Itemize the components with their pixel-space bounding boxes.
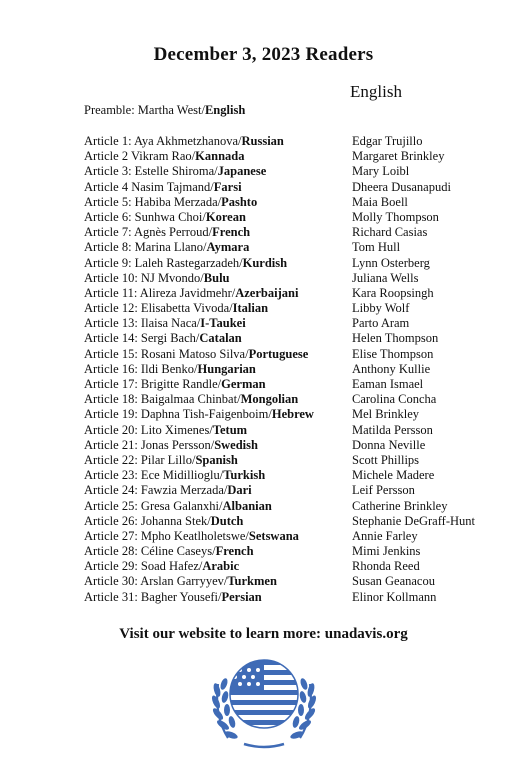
english-reader: Richard Casias: [352, 225, 428, 240]
article-label: Article 13: Ilaisa Naca/: [84, 316, 201, 331]
article-language: Japanese: [217, 164, 267, 179]
article-reader: [84, 590, 262, 605]
article-label: Article 19: Daphna Tish-Faigenboim/: [84, 407, 272, 422]
article-label: Article 26: Johanna Stek/: [84, 513, 211, 528]
laurel-ribbon: [244, 744, 284, 747]
english-reader: Donna Neville: [352, 437, 426, 452]
article-language: Kurdish: [242, 255, 288, 270]
article-label: Article 3: Estelle Shiroma/: [84, 164, 218, 179]
article-label: Article 9: Laleh Rastegarzadeh/: [84, 255, 243, 270]
article-row: [84, 377, 514, 392]
article-language: Pashto: [221, 194, 258, 209]
article-label: Article 12: Elisabetta Vivoda/: [84, 301, 233, 316]
article-language: Russian: [241, 134, 284, 148]
article-label: Article 22: Pilar Lillo/: [84, 452, 196, 467]
article-reader: [84, 134, 284, 149]
article-label: Article 6: Sunhwa Choi/: [84, 209, 206, 224]
article-language: Swedish: [214, 437, 258, 452]
article-reader: [84, 347, 308, 362]
article-label: Article 1: Aya Akhmetzhanova/: [84, 134, 242, 148]
english-reader: Elise Thompson: [352, 346, 434, 361]
article-row: [84, 149, 514, 164]
article-row: [84, 286, 514, 301]
article-language: Setswana: [248, 528, 299, 543]
article-label: Article 21: Jonas Persson/: [84, 437, 215, 452]
article-label: Article 14: Sergi Bach/: [84, 331, 200, 346]
article-row: [84, 316, 514, 331]
preamble-reader: Preamble: Martha West/: [84, 103, 205, 117]
article-row: [84, 195, 514, 210]
english-reader: Tom Hull: [352, 240, 401, 255]
article-language: Mongolian: [240, 392, 299, 407]
article-label: Article 15: Rosani Matoso Silva/: [84, 346, 249, 361]
article-reader: [84, 271, 230, 286]
article-language: French: [212, 225, 251, 240]
english-reader: Leif Persson: [352, 483, 415, 498]
article-row: [84, 468, 514, 483]
article-label: Article 16: Ildi Benko/: [84, 361, 198, 376]
article-label: Article 5: Habiba Merzada/: [84, 194, 222, 209]
article-reader: [84, 180, 242, 195]
english-reader: Maia Boell: [352, 194, 408, 209]
english-reader: Annie Farley: [352, 528, 418, 543]
english-reader: Matilda Persson: [352, 422, 433, 437]
article-row: [84, 438, 514, 453]
article-reader: [84, 331, 242, 346]
article-language: Albanian: [222, 498, 272, 513]
article-language: Dari: [227, 483, 252, 498]
article-language: Turkish: [223, 468, 266, 483]
article-reader: [84, 377, 266, 392]
article-reader: [84, 301, 268, 316]
article-row: [84, 225, 514, 240]
english-reader: Michele Madere: [352, 468, 435, 483]
article-label: Article 10: NJ Mvondo/: [84, 270, 204, 285]
article-language: Turkmen: [227, 574, 277, 589]
english-reader: Carolina Concha: [352, 392, 437, 407]
article-reader: [84, 468, 265, 483]
article-label: Article 17: Brigitte Randle/: [84, 377, 222, 391]
article-reader: [84, 195, 257, 210]
english-reader: Susan Geanacou: [352, 574, 435, 589]
english-reader: Dheera Dusanapudi: [352, 179, 451, 194]
english-reader: Rhonda Reed: [352, 559, 420, 574]
article-label: Article 30: Arslan Garryyev/: [84, 574, 228, 589]
article-label: Article 29: Soad Hafez/: [84, 559, 203, 574]
article-label: Article 20: Lito Ximenes/: [84, 422, 213, 437]
english-reader: Mimi Jenkins: [352, 544, 421, 559]
article-label: Article 2 Vikram Rao/: [84, 149, 196, 164]
article-reader: [84, 499, 272, 514]
article-row: [84, 164, 514, 179]
article-row: [84, 256, 514, 271]
english-reader: Lynn Osterberg: [352, 255, 430, 270]
article-row: [84, 559, 514, 574]
article-reader: [84, 574, 277, 589]
article-row: [84, 514, 514, 529]
article-label: Article 11: Alireza Javidmehr/: [84, 285, 236, 300]
article-label: Article 18: Baigalmaa Chinbat/: [84, 392, 241, 407]
article-reader: [84, 392, 298, 407]
article-reader: [84, 544, 254, 559]
english-reader: Anthony Kullie: [352, 361, 431, 376]
article-row: [84, 590, 514, 605]
flag-globe: [226, 658, 302, 732]
english-reader: Eaman Ismael: [352, 377, 424, 391]
articles-list: [84, 134, 514, 605]
article-reader: [84, 210, 246, 225]
article-label: Article 28: Céline Caseys/: [84, 544, 216, 559]
article-label: Article 27: Mpho Keatlholetswe/: [84, 528, 249, 543]
article-row: [84, 483, 514, 498]
article-reader: [84, 514, 243, 529]
article-label: Article 4 Nasim Tajmand/: [84, 179, 214, 194]
article-language: Spanish: [195, 452, 238, 467]
english-reader: Mel Brinkley: [352, 407, 420, 422]
article-label: Article 24: Fawzia Merzada/: [84, 483, 228, 498]
article-reader: [84, 559, 239, 574]
english-reader: Libby Wolf: [352, 301, 410, 316]
preamble-language: English: [204, 103, 246, 117]
article-language: Catalan: [199, 331, 242, 346]
english-reader: Helen Thompson: [352, 331, 439, 346]
article-row: [84, 331, 514, 346]
article-reader: [84, 407, 314, 422]
article-row: [84, 499, 514, 514]
article-row: [84, 301, 514, 316]
article-reader: [84, 438, 258, 453]
article-row: [84, 544, 514, 559]
website-footer: Visit our website to learn more: unadavis.org: [119, 626, 408, 642]
article-row: [84, 453, 514, 468]
article-row: [84, 347, 514, 362]
article-label: Article 8: Marina Llano/: [84, 240, 207, 255]
article-row: [84, 423, 514, 438]
article-reader: [84, 225, 250, 240]
english-reader: Scott Phillips: [352, 452, 420, 467]
article-language: German: [221, 377, 266, 391]
article-reader: [84, 164, 266, 179]
article-row: [84, 240, 514, 255]
article-language: Arabic: [202, 559, 240, 574]
article-language: Korean: [205, 209, 246, 224]
article-reader: [84, 423, 247, 438]
article-reader: [84, 483, 252, 498]
english-reader: Margaret Brinkley: [352, 149, 445, 164]
article-language: Tetum: [212, 422, 248, 437]
article-reader: [84, 286, 298, 301]
english-reader: Elinor Kollmann: [352, 589, 437, 604]
article-row: [84, 529, 514, 544]
english-reader: Molly Thompson: [352, 209, 439, 224]
article-label: Article 25: Gresa Galanxhi/: [84, 498, 223, 513]
article-label: Article 7: Agnès Perroud/: [84, 225, 213, 240]
article-row: [84, 210, 514, 225]
english-reader: Mary Loibl: [352, 164, 410, 179]
article-row: [84, 392, 514, 407]
article-row: [84, 362, 514, 377]
una-emblem-icon: [208, 650, 320, 754]
article-reader: [84, 149, 245, 164]
article-language: Azerbaijani: [235, 285, 299, 300]
article-label: Article 31: Bagher Yousefi/: [84, 589, 222, 604]
article-label: Article 23: Ece Midillioglu/: [84, 468, 224, 483]
article-language: Portuguese: [248, 346, 309, 361]
english-reader: Parto Aram: [352, 316, 410, 331]
article-language: Aymara: [206, 240, 250, 255]
article-reader: [84, 453, 238, 468]
english-reader: Catherine Brinkley: [352, 498, 448, 513]
article-row: [84, 574, 514, 589]
page-title: December 3, 2023 Readers: [153, 44, 374, 65]
article-reader: [84, 362, 256, 377]
article-language: Hungarian: [197, 361, 256, 376]
article-language: Bulu: [203, 270, 230, 285]
article-reader: [84, 240, 249, 255]
english-reader: Stephanie DeGraff-Hunt: [352, 513, 475, 528]
article-row: [84, 271, 514, 286]
article-row: [84, 134, 514, 149]
english-reader: Edgar Trujillo: [352, 134, 423, 148]
english-reader: Juliana Wells: [352, 270, 419, 285]
article-reader: [84, 256, 287, 271]
preamble-line: [84, 103, 245, 118]
article-language: I-Taukei: [200, 316, 246, 331]
article-language: Kannada: [195, 149, 245, 164]
article-language: French: [215, 544, 254, 559]
article-reader: [84, 316, 246, 331]
english-reader: Kara Roopsingh: [352, 285, 434, 300]
article-row: [84, 407, 514, 422]
article-language: Persian: [221, 589, 262, 604]
article-language: Hebrew: [271, 407, 314, 422]
article-language: Farsi: [213, 179, 242, 194]
article-language: Dutch: [210, 513, 244, 528]
article-reader: [84, 529, 299, 544]
article-row: [84, 180, 514, 195]
english-column-heading: English: [350, 82, 402, 101]
article-language: Italian: [232, 301, 269, 316]
